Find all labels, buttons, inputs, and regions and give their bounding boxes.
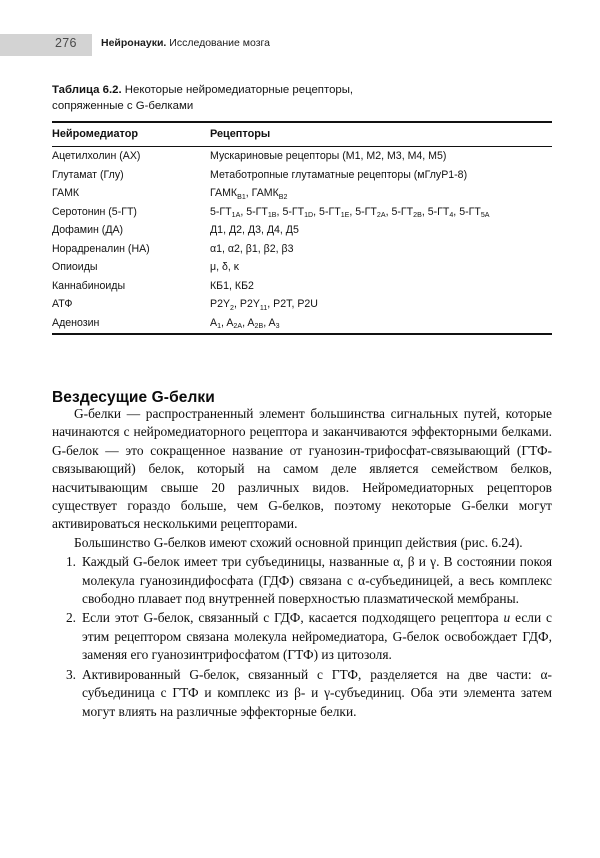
list-item-text: Каждый G-белок имеет три субъединицы, названные α, β и γ. В состоянии покоя молекула гуанозиндифосфата (ГДФ) связана с α-субъединицей, а весь комплекс свободно плавает под внутренней поверхностью плазматической мембраны. — [82, 554, 552, 607]
list-item — [52, 609, 552, 664]
cell-receptors: μ, δ, κ — [210, 261, 240, 274]
receptor-subscript: 1D — [304, 211, 314, 220]
cell-receptors: α1, α2, β1, β2, β3 — [210, 242, 294, 255]
cell-receptors: $ГАМК_{В1}$, $ГАМК_{В2}$ — [210, 187, 288, 201]
table-row — [52, 147, 552, 166]
cell-neurotransmitter: Серотонин (5-ГТ) — [52, 205, 137, 218]
receptor-subscript: 2А — [376, 211, 386, 220]
table-row — [52, 184, 552, 202]
receptor-subscript: 2B — [254, 322, 264, 331]
table-row — [52, 239, 552, 257]
cell-neurotransmitter: Каннабиноиды — [52, 279, 126, 292]
paragraph-2: Большинство G-белков имеют схожий основной принцип действия (рис. 6.24). — [74, 534, 523, 550]
receptor-token: $5-ГТ_{5А}$ — [459, 205, 490, 220]
table-caption-line2: сопряженные с G-белками — [52, 99, 194, 112]
table-header-row — [52, 122, 552, 147]
table-row — [52, 221, 552, 239]
receptor-token: $A_{2B}$ — [247, 316, 264, 331]
receptor-subscript: 2A — [233, 322, 243, 331]
cell-receptors: $A_1$, $A_{2A}$, $A_{2B}$, $A_3$ — [210, 313, 552, 333]
receptor-subscript: 3 — [275, 322, 280, 331]
cell-receptors: $5-ГТ_{1А}$, $5-ГТ_{1В}$, $5-ГТ_{1D}$, $5-ГТ_{1Е}$, $5-ГТ_{2А}$, $5-ГТ_{2В}$, $5-ГТ_4$, $5-ГТ_{5А}$ — [210, 205, 490, 220]
table-caption — [52, 83, 552, 114]
table-row — [52, 202, 552, 220]
cell-neurotransmitter: Дофамин (ДА) — [52, 224, 124, 237]
cell-neurotransmitter: Ацетилхолин (АХ) — [52, 150, 141, 163]
running-head — [0, 34, 600, 56]
cell-receptors: Мускариновые рецепторы (М1, М2, М3, М4, М5) — [210, 150, 447, 163]
receptor-token: $5-ГТ_4$ — [427, 205, 454, 220]
table-head — [52, 122, 552, 147]
receptor-token: $A_1$ — [210, 316, 222, 331]
numbered-steps-list — [52, 553, 552, 721]
receptor-subscript: 2 — [230, 303, 234, 312]
receptor-subscript: 5А — [480, 211, 490, 220]
receptor-subscript: 1В — [267, 211, 277, 220]
list-item — [52, 666, 552, 721]
receptor-token: $ГАМК_{В1}$ — [210, 187, 246, 201]
receptor-subscript: 1 — [217, 322, 222, 331]
cell-neurotransmitter: Аденозин — [52, 313, 210, 333]
table-row — [52, 165, 552, 183]
list-item-number: 3. — [65, 666, 76, 682]
receptor-token: $5-ГТ_{1Е}$ — [319, 205, 350, 220]
table-caption-label: Таблица 6.2. — [52, 84, 122, 96]
running-head-band — [0, 34, 92, 56]
receptor-token: $5-ГТ_{1В}$ — [246, 205, 277, 220]
receptor-token: $P2Y_2$ — [210, 298, 234, 312]
receptor-subscript: 1А — [231, 211, 241, 220]
receptor-token: $P2Y_{11}$ — [239, 298, 268, 312]
section-body — [52, 405, 552, 721]
list-item — [52, 553, 552, 608]
receptor-token: $A_{2A}$ — [226, 316, 243, 331]
receptor-token: $5-ГТ_{2В}$ — [391, 205, 422, 220]
table-row — [52, 313, 552, 333]
receptor-token: $5-ГТ_{2А}$ — [355, 205, 386, 220]
cell-neurotransmitter: ГАМК — [52, 187, 80, 200]
table-body — [52, 147, 552, 334]
receptor-subscript: 2В — [413, 211, 422, 220]
table-row — [52, 295, 552, 313]
running-head-book-title: Нейронауки. — [101, 37, 167, 49]
cell-neurotransmitter: АТФ — [52, 298, 73, 311]
table-row — [52, 276, 552, 294]
receptor-subscript: 1Е — [340, 211, 350, 220]
receptors-table — [52, 121, 552, 335]
cell-receptors: КБ1, КБ2 — [210, 279, 254, 292]
cell-neurotransmitter: Глутамат (Глу) — [52, 168, 124, 181]
receptor-token: P2U — [297, 298, 318, 311]
receptor-token: $5-ГТ_{1D}$ — [282, 205, 314, 220]
receptor-token: P2T — [273, 298, 292, 311]
cell-neurotransmitter: Опиоиды — [52, 261, 98, 274]
column-header-neurotransmitter: Нейромедиатор — [52, 122, 210, 147]
cell-receptors: $P2Y_2$, $P2Y_{11}$, P2T, P2U — [210, 298, 318, 312]
running-head-subtitle: Исследование мозга — [169, 37, 270, 49]
running-head-title — [101, 37, 270, 49]
section-heading: Вездесущие G-белки — [52, 388, 215, 406]
emphasis-text: и — [503, 610, 511, 626]
receptor-token: $A_3$ — [268, 316, 280, 331]
table-row — [52, 258, 552, 276]
cell-neurotransmitter: Норадреналин (НА) — [52, 242, 150, 255]
cell-receptors: Д1, Д2, Д3, Д4, Д5 — [210, 224, 299, 237]
list-item-number: 1. — [65, 554, 76, 570]
receptor-subscript: В1 — [237, 192, 246, 201]
table-caption-line1: Некоторые нейромедиаторные рецепторы, — [121, 84, 354, 96]
paragraph-1: G-белки — распространенный элемент большинства сигнальных путей, которые начинаются с нейромедиаторного рецептора и заканчиваются эффекторными белками. G-белок — это сокращенное название от гуанозин-трифосфат-связывающий (ГТФ-связывающий) белок, который на самом деле является семейством белков, насчитывающим свыше 20 различных видов. Нейромедиаторных рецепторов существует гораздо больше, чем G-белков, поэтому некоторые G-белки могут активироваться несколькими рецепторами. — [52, 406, 552, 532]
list-item-text: Активированный G-белок, связанный с ГТФ, разделяется на две части: α-субъединица с ГТФ и комплекс из β- и γ-субъединиц. Оба эти элемента затем могут влиять на различные эффекторные белки. — [82, 666, 552, 719]
page-number: 276 — [55, 36, 77, 50]
receptor-subscript: 11 — [259, 303, 268, 312]
receptor-token: $ГАМК_{В2}$ — [251, 187, 288, 201]
list-item-number: 2. — [65, 610, 76, 626]
cell-receptors: Метаботропные глутаматные рецепторы (мГлуР1-8) — [210, 168, 468, 181]
receptor-subscript: В2 — [278, 192, 288, 201]
column-header-receptors: Рецепторы — [210, 122, 552, 147]
receptor-subscript: 4 — [449, 211, 454, 220]
receptor-token: $5-ГТ_{1А}$ — [210, 205, 241, 220]
list-item-text: Если этот G-белок, связанный с ГДФ, касается подходящего рецептора и если с этим рецептором связана молекула нейромедиатора, G-белок освобождает ГДФ, заменяя его гуанозинтрифосфатом (ГТФ) из цитозоля. — [82, 610, 552, 663]
